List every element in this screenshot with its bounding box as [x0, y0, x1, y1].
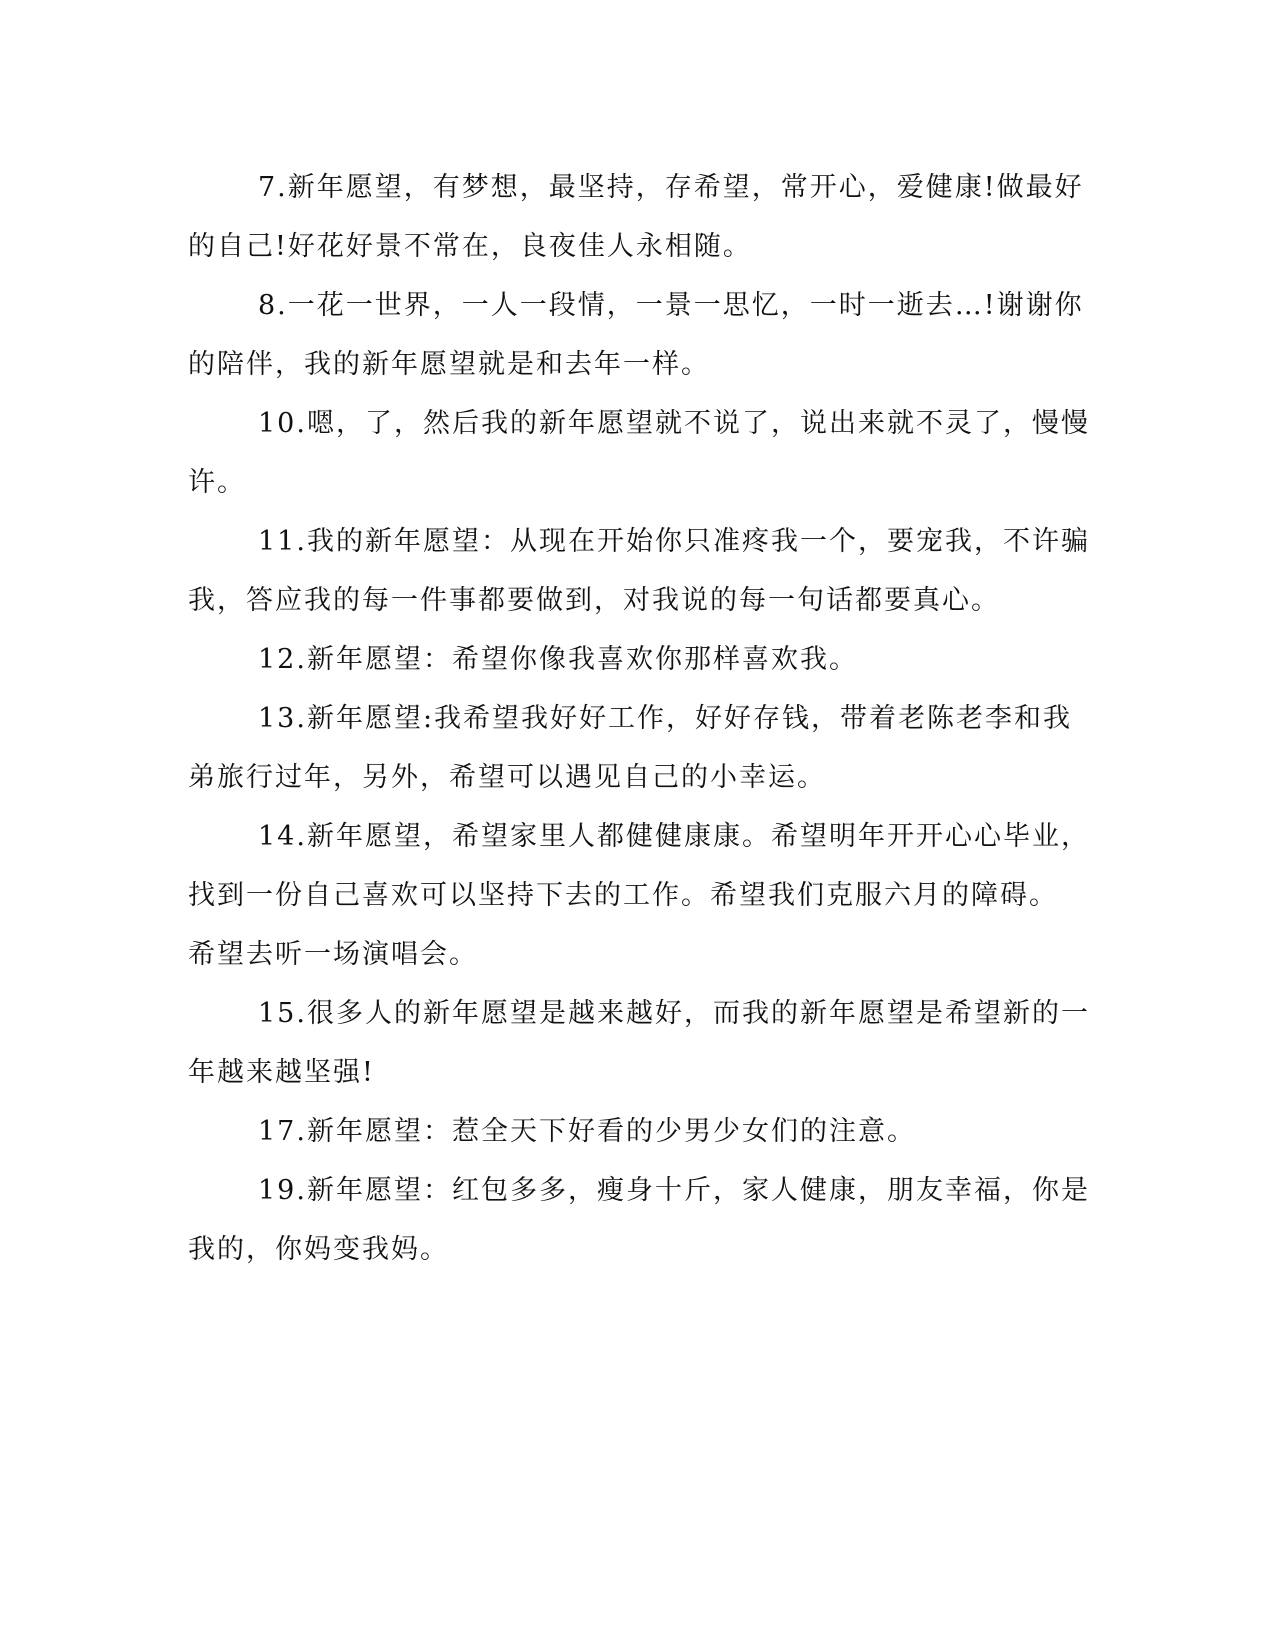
- paragraph-line: 13.新年愿望:我希望我好好工作，好好存钱，带着老陈老李和我: [258, 703, 1073, 734]
- paragraph-line: 11.我的新年愿望：从现在开始你只准疼我一个，要宠我，不许骗: [258, 526, 1090, 557]
- paragraph-line: 17.新年愿望：惹全天下好看的少男少女们的注意。: [258, 1116, 916, 1147]
- paragraph-14: [188, 807, 1088, 984]
- paragraph-8: [188, 276, 1088, 394]
- paragraph-line: 14.新年愿望，希望家里人都健健康康。希望明年开开心心毕业，: [258, 821, 1090, 852]
- paragraph-line: 找到一份自己喜欢可以坚持下去的工作。希望我们克服六月的障碍。: [188, 880, 1058, 911]
- paragraph-line: 7.新年愿望，有梦想，最坚持，存希望，常开心，爱健康!做最好: [258, 172, 1084, 203]
- paragraph-line: 弟旅行过年，另外，希望可以遇见自己的小幸运。: [188, 762, 826, 793]
- document-body: [188, 158, 1088, 1279]
- paragraph-line: 的自己!好花好景不常在，良夜佳人永相随。: [188, 231, 752, 262]
- paragraph-line: 的陪伴，我的新年愿望就是和去年一样。: [188, 349, 710, 380]
- paragraph-line: 8.一花一世界，一人一段情，一景一思忆，一时一逝去…!谢谢你: [258, 290, 1084, 321]
- paragraph-10: [188, 394, 1088, 512]
- paragraph-line: 19.新年愿望：红包多多，瘦身十斤，家人健康，朋友幸福，你是: [258, 1175, 1090, 1206]
- paragraph-line: 希望去听一场演唱会。: [188, 939, 478, 970]
- paragraph-line: 12.新年愿望：希望你像我喜欢你那样喜欢我。: [258, 644, 858, 675]
- paragraph-11: [188, 512, 1088, 630]
- paragraph-line: 我，答应我的每一件事都要做到，对我说的每一句话都要真心。: [188, 585, 1000, 616]
- paragraph-line: 10.嗯，了，然后我的新年愿望就不说了，说出来就不灵了，慢慢: [258, 408, 1090, 439]
- paragraph-line: 15.很多人的新年愿望是越来越好，而我的新年愿望是希望新的一: [258, 998, 1090, 1029]
- paragraph-17: [188, 1102, 1088, 1161]
- paragraph-line: 年越来越坚强!: [188, 1057, 375, 1088]
- paragraph-line: 许。: [188, 467, 246, 498]
- paragraph-12: [188, 630, 1088, 689]
- paragraph-7: [188, 158, 1088, 276]
- paragraph-15: [188, 984, 1088, 1102]
- paragraph-13: [188, 689, 1088, 807]
- paragraph-19: [188, 1161, 1088, 1279]
- paragraph-line: 我的，你妈变我妈。: [188, 1234, 449, 1265]
